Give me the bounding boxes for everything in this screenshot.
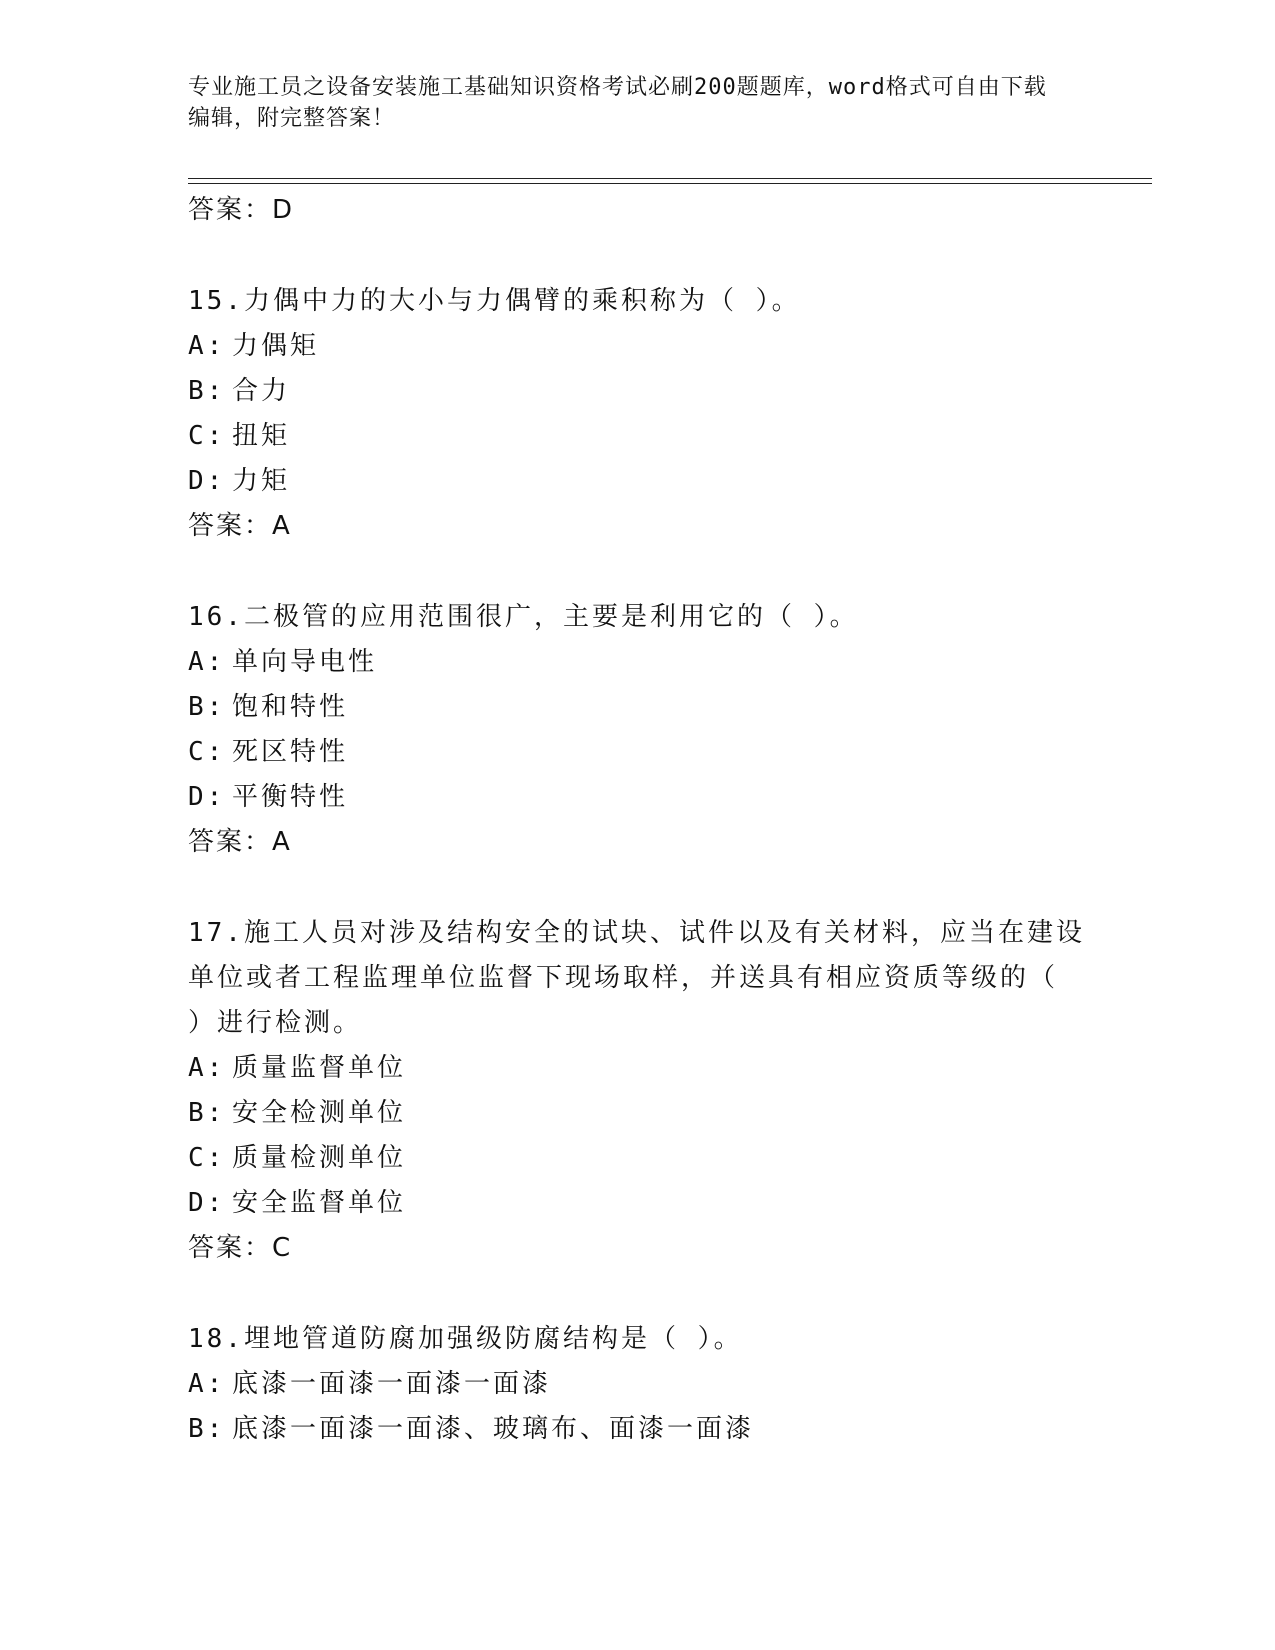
option-c <box>188 730 1088 775</box>
option-label: B: <box>188 692 226 722</box>
option-text: 单向导电性 <box>232 647 378 677</box>
option-label: A: <box>188 331 226 361</box>
question-stem-line-1: 17.施工人员对涉及结构安全的试块、试件以及有关材料，应当在建设 <box>188 918 1085 948</box>
option-text: 死区特性 <box>232 737 349 767</box>
option-a <box>188 640 1088 685</box>
option-label: D: <box>188 782 226 812</box>
option-text: 安全监督单位 <box>232 1188 407 1218</box>
option-label: B: <box>188 1414 226 1444</box>
answer-line: 答案：A <box>188 511 292 541</box>
document-header: 专业施工员之设备安装施工基础知识资格考试必刷200题题库，word格式可自由下载编辑，附完整答案！ <box>188 75 1047 131</box>
option-text: 底漆一面漆一面漆、玻璃布、面漆一面漆 <box>232 1414 755 1444</box>
option-b <box>188 1407 1088 1452</box>
option-text: 力偶矩 <box>232 331 320 361</box>
option-label: B: <box>188 1098 226 1128</box>
option-b <box>188 685 1088 730</box>
question-stem: 16.二极管的应用范围很广，主要是利用它的（ ）。 <box>188 602 859 632</box>
question-15 <box>188 279 1088 549</box>
option-a <box>188 1046 1088 1091</box>
option-b <box>188 369 1088 414</box>
option-text: 饱和特性 <box>232 692 349 722</box>
option-label: B: <box>188 376 226 406</box>
question-18 <box>188 1317 1088 1452</box>
answer-line: 答案：C <box>188 1233 293 1263</box>
question-16 <box>188 595 1088 865</box>
answer-previous: 答案：D <box>188 195 295 225</box>
option-text: 底漆一面漆一面漆一面漆 <box>232 1369 552 1399</box>
option-text: 平衡特性 <box>232 782 349 812</box>
answer-line: 答案：A <box>188 827 292 857</box>
option-c <box>188 1136 1088 1181</box>
option-text: 扭矩 <box>232 421 291 451</box>
header-rule-bottom <box>188 183 1152 184</box>
option-label: D: <box>188 1188 226 1218</box>
question-list <box>188 188 1088 1452</box>
question-stem-line-2: 单位或者工程监理单位监督下现场取样，并送具有相应资质等级的（ <box>188 963 1059 993</box>
option-text: 安全检测单位 <box>232 1098 407 1128</box>
option-label: C: <box>188 1143 226 1173</box>
option-label: C: <box>188 737 226 767</box>
question-17 <box>188 911 1088 1271</box>
option-text: 合力 <box>232 376 291 406</box>
option-a <box>188 1362 1088 1407</box>
option-b <box>188 1091 1088 1136</box>
option-c <box>188 414 1088 459</box>
question-stem: 15.力偶中力的大小与力偶臂的乘积称为（ ）。 <box>188 286 801 316</box>
question-stem-line-3: ）进行检测。 <box>188 1008 363 1038</box>
option-text: 质量监督单位 <box>232 1053 407 1083</box>
option-label: A: <box>188 1369 226 1399</box>
option-d <box>188 775 1088 820</box>
option-d <box>188 1181 1088 1226</box>
header-rule-top <box>188 178 1152 179</box>
option-text: 力矩 <box>232 466 291 496</box>
question-stem: 18.埋地管道防腐加强级防腐结构是（ ）。 <box>188 1324 743 1354</box>
option-a <box>188 324 1088 369</box>
option-d <box>188 459 1088 504</box>
option-label: D: <box>188 466 226 496</box>
option-label: A: <box>188 1053 226 1083</box>
option-label: C: <box>188 421 226 451</box>
option-label: A: <box>188 647 226 677</box>
option-text: 质量检测单位 <box>232 1143 407 1173</box>
